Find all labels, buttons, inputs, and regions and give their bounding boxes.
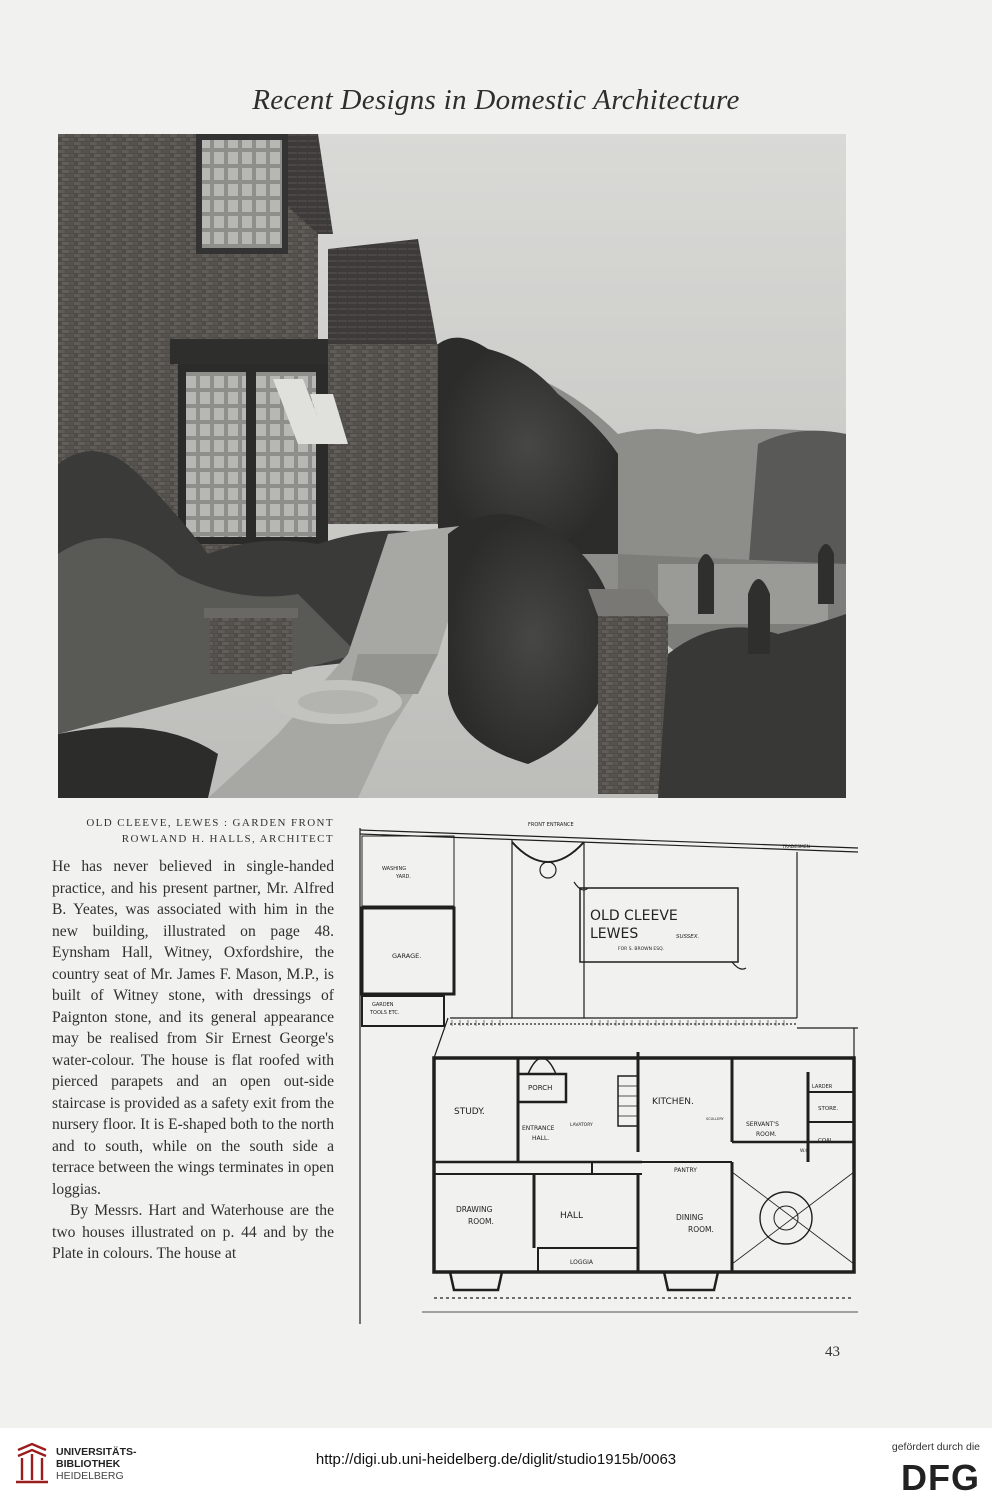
plan-label-wc: W.C. — [800, 1149, 810, 1154]
plan-label-store: STORE. — [818, 1106, 839, 1112]
page-number: 43 — [825, 1344, 840, 1360]
plan-label-tradesmen: TRADESMEN — [782, 845, 811, 850]
plan-label-kitchen: KITCHEN. — [652, 1097, 694, 1107]
plan-label-servants: SERVANT'S — [746, 1121, 779, 1128]
plan-label-hall: HALL — [560, 1211, 583, 1221]
photo-caption-title: OLD CLEEVE, LEWES : GARDEN FRONT — [86, 817, 334, 829]
library-name-line: HEIDELBERG — [56, 1470, 124, 1482]
dfg-logo: DFG — [901, 1457, 980, 1498]
plan-label-loggia: LOGGIA — [570, 1259, 594, 1266]
plan-label-dining: DINING — [676, 1213, 704, 1222]
plan-title-town: LEWES — [590, 926, 639, 942]
funded-by-label: gefördert durch die — [891, 1441, 980, 1453]
plan-label-drawing: DRAWING — [456, 1205, 493, 1214]
plan-label-study: STUDY. — [454, 1107, 485, 1117]
paragraph: He has never believed in single-handed practice, and his present partner, Mr. Alfred B. Yeates, was associated with him in the new building, illustrated on page 48. Eynsham Hall, Witney, Oxfordshire, the country seat of Mr. James F. Mason, M.P., is built of Witney stone, with dressings of Paignton stone, and its general appearance may be realised from Sir Ernest George's water-colour. The house is flat roofed with pierced parapets and an open out-side staircase is provided as a safety exit from the nursery floor. It is E-shaped both to the north and to south, while on the south side a terrace between the wings terminates in open loggias. — [52, 858, 334, 1198]
plan-label-yard: YARD. — [396, 874, 411, 880]
plan-label-coal: COAL. — [818, 1138, 835, 1144]
paragraph: By Messrs. Hart and Waterhouse are the two houses illustrated on p. 44 and by the Plate in colours. The house at — [52, 1202, 334, 1262]
plan-label-garage: GARAGE. — [392, 952, 422, 960]
plan-label-larder: LARDER — [812, 1084, 833, 1090]
plan-label-servants-room: ROOM. — [756, 1131, 777, 1138]
library-name-line: BIBLIOTHEK — [56, 1458, 121, 1470]
library-name-line: UNIVERSITÄTS- — [56, 1446, 137, 1458]
plan-label-front-entrance: FRONT ENTRANCE — [528, 822, 574, 828]
plan-label-entrance: ENTRANCE — [522, 1125, 555, 1132]
plan-title-client: FOR S. BROWN ESQ. — [618, 947, 665, 952]
garden-front-photograph — [58, 134, 846, 798]
photo-caption-architect: ROWLAND H. HALLS, ARCHITECT — [121, 833, 334, 845]
plan-label-pantry: PANTRY — [674, 1167, 697, 1174]
running-head: Recent Designs in Domestic Architecture — [252, 84, 740, 116]
plan-title-house: OLD CLEEVE — [590, 908, 678, 924]
plan-label-entrance-hall: HALL. — [532, 1135, 550, 1142]
plan-label-tools: TOOLS ETC. — [370, 1010, 400, 1016]
plan-label-lavatory: LAVATORY — [570, 1123, 593, 1128]
plan-label-washing: WASHING — [382, 866, 407, 872]
source-url-link[interactable]: http://digi.ub.uni-heidelberg.de/diglit/studio1915b/0063 — [315, 1451, 677, 1468]
plan-label-porch: PORCH — [528, 1084, 553, 1092]
plan-label-garden: GARDEN — [372, 1002, 394, 1008]
plan-label-drawing-room: ROOM. — [468, 1217, 494, 1226]
plan-label-dining-room: ROOM. — [688, 1225, 714, 1234]
plan-title-county: SUSSEX. — [676, 934, 700, 940]
plan-label-scullery: SCULLERY — [706, 1117, 724, 1121]
article-body — [52, 856, 334, 1265]
ground-floor-plan — [352, 812, 866, 1334]
